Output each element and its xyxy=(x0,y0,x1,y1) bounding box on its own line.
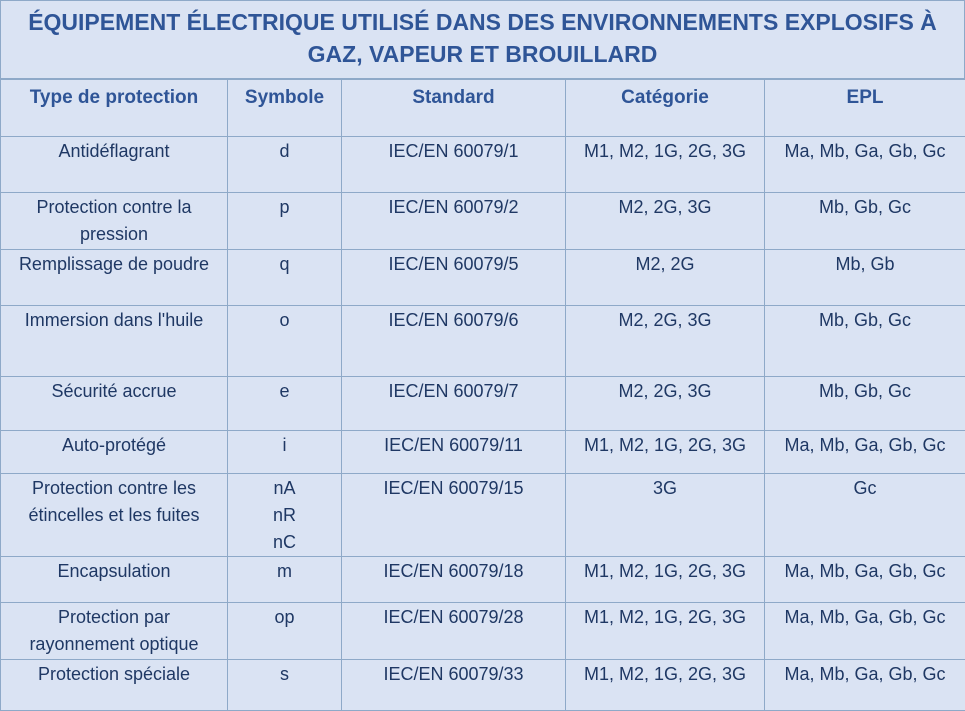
cell-type: Antidéflagrant xyxy=(1,137,228,193)
table-row xyxy=(1,557,965,603)
cell-symbol: m xyxy=(228,557,342,603)
cell-symbol: q xyxy=(228,250,342,306)
cell-type: Encapsulation xyxy=(1,557,228,603)
cell-standard: IEC/EN 60079/18 xyxy=(342,557,566,603)
header-category: Catégorie xyxy=(566,80,765,137)
header-type: Type de protection xyxy=(1,80,228,137)
cell-type: Protection spéciale xyxy=(1,660,228,711)
table-title xyxy=(0,0,965,79)
cell-type: Remplissage de poudre xyxy=(1,250,228,306)
cell-category: M2, 2G, 3G xyxy=(566,306,765,377)
cell-type: Protection contre les étincelles et les fuites xyxy=(1,474,228,557)
cell-epl: Ma, Mb, Ga, Gb, Gc xyxy=(765,431,965,474)
cell-category: M1, M2, 1G, 2G, 3G xyxy=(566,431,765,474)
cell-category: M1, M2, 1G, 2G, 3G xyxy=(566,660,765,711)
cell-standard: IEC/EN 60079/15 xyxy=(342,474,566,557)
table-row xyxy=(1,193,965,250)
table-row xyxy=(1,431,965,474)
header-row xyxy=(1,80,965,137)
cell-symbol: e xyxy=(228,377,342,431)
cell-epl: Ma, Mb, Ga, Gb, Gc xyxy=(765,660,965,711)
cell-standard: IEC/EN 60079/28 xyxy=(342,603,566,660)
table-row xyxy=(1,250,965,306)
table-row xyxy=(1,474,965,557)
cell-epl: Ma, Mb, Ga, Gb, Gc xyxy=(765,603,965,660)
table-row xyxy=(1,306,965,377)
table-row xyxy=(1,603,965,660)
cell-epl: Mb, Gb, Gc xyxy=(765,306,965,377)
cell-category: M2, 2G xyxy=(566,250,765,306)
cell-epl: Gc xyxy=(765,474,965,557)
cell-symbol: o xyxy=(228,306,342,377)
cell-category: M1, M2, 1G, 2G, 3G xyxy=(566,137,765,193)
cell-type: Protection contre la pression xyxy=(1,193,228,250)
cell-symbol: d xyxy=(228,137,342,193)
protection-table xyxy=(0,79,965,711)
symbol-line: nC xyxy=(232,529,337,556)
cell-category: 3G xyxy=(566,474,765,557)
title-line-2: GAZ, VAPEUR ET BROUILLARD xyxy=(1,38,964,70)
cell-symbol: s xyxy=(228,660,342,711)
table-row xyxy=(1,660,965,711)
symbol-line: nA xyxy=(232,475,337,502)
cell-standard: IEC/EN 60079/2 xyxy=(342,193,566,250)
cell-type: Protection par rayonnement optique xyxy=(1,603,228,660)
cell-category: M2, 2G, 3G xyxy=(566,377,765,431)
cell-category: M2, 2G, 3G xyxy=(566,193,765,250)
title-line-1: ÉQUIPEMENT ÉLECTRIQUE UTILISÉ DANS DES ENVIRONNEMENTS EXPLOSIFS À xyxy=(1,6,964,38)
cell-epl: Mb, Gb, Gc xyxy=(765,193,965,250)
cell-epl: Ma, Mb, Ga, Gb, Gc xyxy=(765,557,965,603)
cell-epl: Mb, Gb xyxy=(765,250,965,306)
cell-type: Sécurité accrue xyxy=(1,377,228,431)
cell-standard: IEC/EN 60079/33 xyxy=(342,660,566,711)
cell-type: Immersion dans l'huile xyxy=(1,306,228,377)
cell-category: M1, M2, 1G, 2G, 3G xyxy=(566,603,765,660)
symbol-line: nR xyxy=(232,502,337,529)
table-row xyxy=(1,377,965,431)
header-symbol: Symbole xyxy=(228,80,342,137)
cell-symbol: p xyxy=(228,193,342,250)
cell-standard: IEC/EN 60079/11 xyxy=(342,431,566,474)
header-standard: Standard xyxy=(342,80,566,137)
table-row xyxy=(1,137,965,193)
cell-symbol xyxy=(228,474,342,557)
cell-type: Auto-protégé xyxy=(1,431,228,474)
cell-symbol: op xyxy=(228,603,342,660)
cell-epl: Mb, Gb, Gc xyxy=(765,377,965,431)
cell-category: M1, M2, 1G, 2G, 3G xyxy=(566,557,765,603)
cell-standard: IEC/EN 60079/7 xyxy=(342,377,566,431)
cell-symbol: i xyxy=(228,431,342,474)
cell-standard: IEC/EN 60079/1 xyxy=(342,137,566,193)
cell-standard: IEC/EN 60079/6 xyxy=(342,306,566,377)
header-epl: EPL xyxy=(765,80,965,137)
cell-epl: Ma, Mb, Ga, Gb, Gc xyxy=(765,137,965,193)
cell-standard: IEC/EN 60079/5 xyxy=(342,250,566,306)
